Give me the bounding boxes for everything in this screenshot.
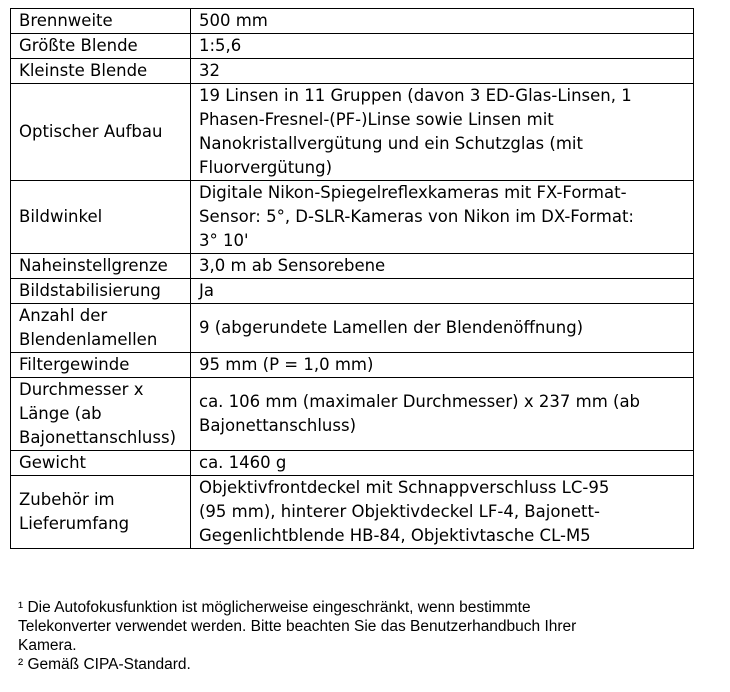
spec-label: Filtergewinde: [11, 353, 191, 378]
spec-label: Naheinstellgrenze: [11, 254, 191, 279]
spec-value: 19 Linsen in 11 Gruppen (davon 3 ED-Glas-Linsen, 1 Phasen-Fresnel-(PF-)Linse sowie Linsen mit Nanokristallvergütung und ein Schutzglas (mit Fluorvergütung): [191, 84, 694, 181]
spec-label: Bildstabilisierung: [11, 279, 191, 304]
spec-label: Optischer Aufbau: [11, 84, 191, 181]
footnote-1: ¹ Die Autofokusfunktion ist möglicherweise eingeschränkt, wenn bestimmte Telekonverter verwendet werden. Bitte beachten Sie das Benutzerhandbuch Ihrer Kamera.: [18, 599, 577, 654]
spec-value: 1:5,6: [191, 34, 694, 59]
spec-row-gewicht: [11, 451, 694, 476]
spec-value: Ja: [191, 279, 694, 304]
spec-value: 32: [191, 59, 694, 84]
spec-row-kleinste-blende: [11, 59, 694, 84]
spec-row-bildwinkel: [11, 181, 694, 254]
spec-value: 95 mm (P = 1,0 mm): [191, 353, 694, 378]
spec-label: Größte Blende: [11, 34, 191, 59]
spec-value: Objektivfrontdeckel mit Schnappverschluss LC-95 (95 mm), hinterer Objektivdeckel LF-4, Bajonett- Gegenlichtblende HB-84, Objektivtasche CL-M5: [191, 476, 694, 549]
spec-value: 9 (abgerundete Lamellen der Blendenöffnung): [191, 304, 694, 353]
spec-value: Digitale Nikon-Spiegelreflexkameras mit FX-Format- Sensor: 5°, D-SLR-Kameras von Nikon im DX-Format: 3° 10': [191, 181, 694, 254]
spec-table: [10, 8, 694, 549]
spec-label: Kleinste Blende: [11, 59, 191, 84]
spec-value: ca. 106 mm (maximaler Durchmesser) x 237 mm (ab Bajonettanschluss): [191, 378, 694, 451]
spec-row-naheinstellgrenze: [11, 254, 694, 279]
spec-label: Brennweite: [11, 9, 191, 34]
spec-value: 3,0 m ab Sensorebene: [191, 254, 694, 279]
spec-label: Anzahl der Blendenlamellen: [11, 304, 191, 353]
spec-row-bildstabilisierung: [11, 279, 694, 304]
spec-row-brennweite: [11, 9, 694, 34]
footnote-2: ² Gemäß CIPA-Standard.: [18, 656, 191, 673]
spec-row-optischer-aufbau: [11, 84, 694, 181]
spec-row-groesste-blende: [11, 34, 694, 59]
spec-label: Gewicht: [11, 451, 191, 476]
spec-row-blendenlamellen: [11, 304, 694, 353]
spec-label: Durchmesser x Länge (ab Bajonettanschluss): [11, 378, 191, 451]
footnotes: [18, 598, 718, 674]
spec-row-zubehoer: [11, 476, 694, 549]
spec-row-filtergewinde: [11, 353, 694, 378]
spec-value: 500 mm: [191, 9, 694, 34]
spec-value: ca. 1460 g: [191, 451, 694, 476]
spec-label: Zubehör im Lieferumfang: [11, 476, 191, 549]
spec-row-durchmesser-laenge: [11, 378, 694, 451]
spec-label: Bildwinkel: [11, 181, 191, 254]
